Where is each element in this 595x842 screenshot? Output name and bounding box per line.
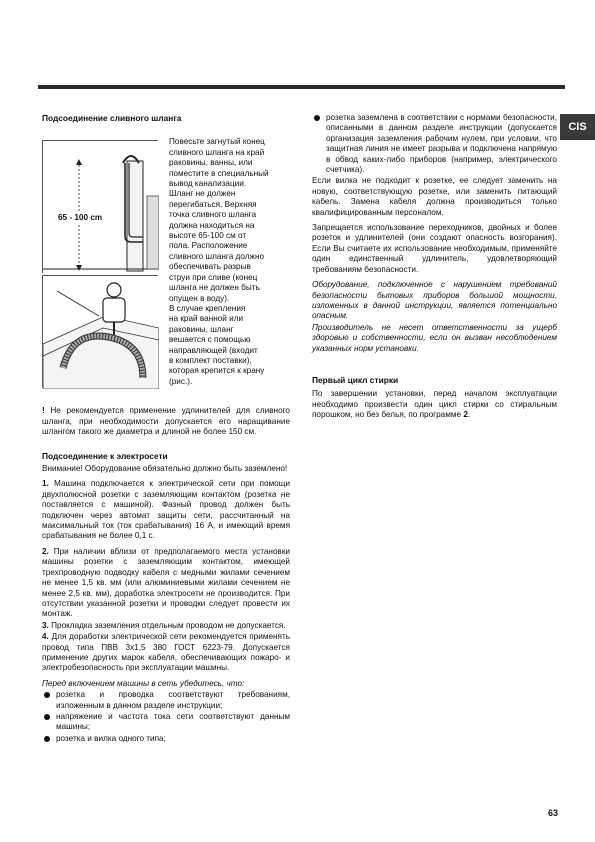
hose-guide-illustration	[43, 276, 159, 389]
drain-line: Шланг не должен	[169, 189, 236, 199]
drain-line: (рис.).	[169, 376, 193, 386]
hose-height-label: 65 - 100 cm	[58, 213, 103, 223]
warning-mark: !	[42, 406, 45, 416]
cycle-text: По завершении установки, перед началом эксплуатации необходимо произвести один цикл стирки со стиральным порошком, но без белья, по программе	[312, 389, 557, 420]
drain-heading: Подсоединение сливного шланга	[42, 113, 182, 123]
drain-warning	[42, 406, 290, 437]
drain-line: пола. Расположение	[169, 241, 248, 251]
drain-line: поместите в специальный	[169, 168, 269, 178]
drain-instructions	[169, 137, 291, 387]
drain-section	[42, 126, 290, 406]
drain-line: в комплект поставки),	[169, 355, 252, 365]
item-text: Машина подключается к электрической сети при помощи двухполюсной розетки с заземляющим контактом (розетка не поставляется с машиной). Фазный провод должен быть подключен через автомат защиты сети, рассчитанный на максимальный ток (ток срабатывания) 16 А, и имеющий время срабатывания не более 0,1 с.	[42, 479, 290, 541]
item-text: Прокладка заземления отдельным проводом не допускается.	[51, 620, 286, 630]
page-number: 63	[548, 808, 559, 818]
cycle-program: 2	[463, 410, 468, 420]
electric-item	[42, 547, 290, 620]
drain-line: перегибаться. Верхняя	[169, 199, 257, 209]
drain-line: должна находиться на	[169, 220, 255, 230]
top-rule	[38, 85, 565, 89]
cycle-suffix: .	[467, 410, 471, 420]
item-text: Для доработки электрической сети рекомендуется применять провод типа ПВВ 3х1,5 380 ГОСТ 6223-79. Допускается применение других марок кабеля, обеспечивающих пожаро- и электробезопасность при эксплуатации машины.	[42, 632, 291, 673]
drain-line: В случае крепления	[169, 303, 246, 313]
drain-line: высоте 65-100 см от	[169, 231, 247, 241]
check-item: розетка и вилка одного типа;	[42, 734, 290, 744]
electric-item	[42, 632, 290, 674]
hose-guide-figure	[42, 275, 158, 388]
drain-line: Повесьте загнутый конец	[169, 137, 265, 147]
drain-line: вывод канализации.	[169, 179, 247, 189]
adapters-paragraph: Запрещается использование переходников, двойных и более розеток и удлинителей (они создают опасность возгорания). Если Вы считаете их использование необходимым, применяйте один единственный удлинитель, удовлетворяющий требованиям безопасности.	[312, 223, 557, 274]
drain-line: направляющей (входит	[169, 345, 258, 355]
danger-note: Оборудование, подключенное с нарушением требований безопасности бытовых приборов большой мощности, изложенных в данной инструкции, является потенциально опасным.	[312, 280, 557, 321]
hose-height-illustration	[43, 141, 159, 274]
drain-line: на край ванной или	[169, 314, 244, 324]
drain-line: сливного шланга на край	[169, 147, 265, 157]
left-column	[42, 113, 290, 745]
first-cycle-heading: Первый цикл стирки	[312, 374, 399, 385]
drain-line: обеспечивать разрыв	[169, 262, 251, 272]
check-item: напряжение и частота тока сети соответствуют данным машины;	[42, 712, 290, 733]
grounding-bullet: розетка заземлена в соответствии с нормами безопасности, описанными в данном разделе инструкции (допускается организация заземления рабочим нулем, при условии, что защитная линия не имеет разрыва и подключена напрямую в обвод каких-либо приборов (например, электрического счетчика).	[312, 113, 557, 175]
item-text: При наличии вблизи от предполагаемого места установки машины розетки с заземляющим контактом, имеющей трехпроводную подводку кабеля с медными жилами сечением не менее 1,5 кв. мм (или алюминиевыми жилами сечением не менее 2,5 кв. мм), доработка электросети не производится. При отсутствии указанной розетки и проводки следует провести их монтаж.	[42, 546, 291, 619]
item-number: 2.	[42, 546, 49, 556]
drain-line: раковины, ванны, или	[169, 158, 253, 168]
electric-heading: Подсоединение к электросети	[42, 450, 168, 461]
drain-line: которая крепится к крану	[169, 366, 265, 376]
drain-line: струи при сливе (конец	[169, 272, 258, 282]
first-cycle-text	[312, 389, 557, 420]
drain-warning-text: Не рекомендуется применение удлинителей для сливного шланга, при необходимости допускается его наращивание шлангом такого же диаметра и длиной не более 150 см.	[42, 406, 290, 437]
plug-paragraph: Если вилка не подходит к розетке, ее следует заменить на новую, соответствующую розетке, или заменить питающий кабель. Замена кабеля должна производиться только квалифицированным персоналом.	[312, 176, 557, 217]
electric-item	[42, 479, 290, 541]
drain-line: шланга не должен быть	[169, 283, 260, 293]
drain-line: опущен в воду).	[169, 293, 230, 303]
liability-note: Производитель не несет ответственности за ущерб здоровью и собственности, если он вызван несоблюдением указанных норм установки.	[312, 322, 557, 353]
item-number: 3.	[42, 620, 49, 630]
drain-line: точка сливного шланга	[169, 210, 257, 220]
check-intro: Перед включением машины в сеть убедитесь, что:	[42, 678, 245, 688]
drain-line: сливного шланга должно	[169, 251, 265, 261]
electric-attention: Внимание! Оборудование обязательно должно быть заземлено!	[42, 464, 288, 474]
drain-line: раковины, шланг	[169, 324, 234, 334]
check-item: розетка и проводка соответствуют требованиям, изложенным в данном разделе инструкции;	[42, 690, 290, 711]
item-number: 1.	[42, 479, 49, 489]
drain-line: вешается с помощью	[169, 335, 251, 345]
item-number: 4.	[42, 632, 49, 642]
electric-item	[42, 621, 290, 631]
language-tab: CIS	[560, 114, 595, 140]
right-column	[312, 113, 557, 426]
hose-height-figure	[42, 140, 158, 273]
